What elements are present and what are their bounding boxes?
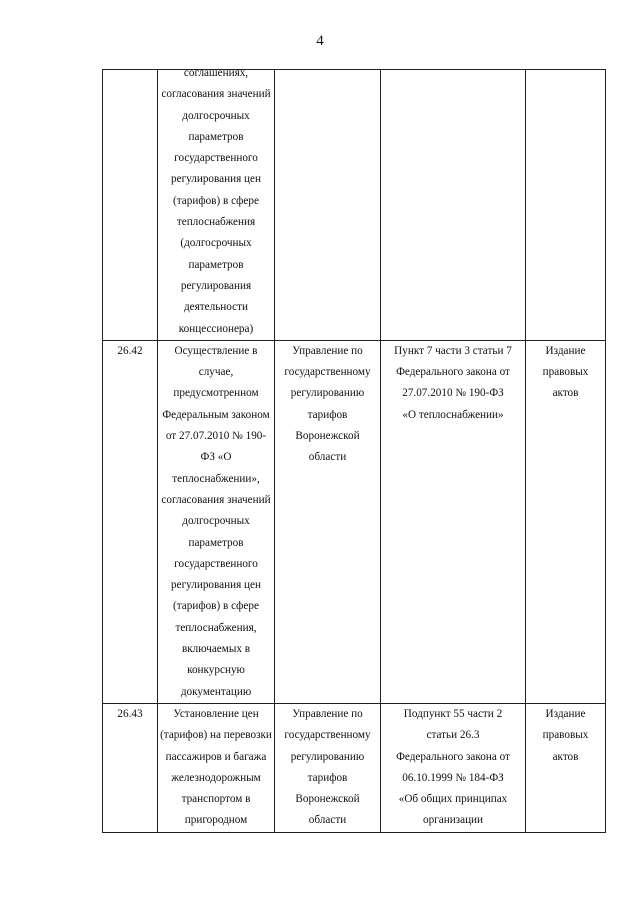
function-name (159, 341, 273, 703)
function-name (159, 63, 273, 340)
table-row (103, 340, 606, 703)
text-line: концессионера) (178, 322, 254, 335)
text-line: 27.07.2010 № 190-ФЗ (402, 387, 504, 400)
function-name (159, 704, 273, 832)
text-line: актов (552, 750, 579, 763)
text-line: Издание (545, 707, 586, 720)
text-line: Установление цен (173, 707, 259, 720)
text-line: Управление по (292, 707, 363, 720)
text-line: актов (552, 387, 579, 400)
text-line: случае, (198, 366, 234, 379)
text-line: Пункт 7 части 3 статьи 7 (394, 344, 512, 357)
text-line: (долгосрочных (180, 237, 252, 250)
form (527, 341, 604, 405)
text-line: пассажиров и багажа (165, 750, 267, 763)
form-cell (526, 70, 606, 341)
row-number: 26.42 (103, 340, 158, 703)
text-line: Воронежской (295, 793, 360, 806)
text-line: согласования значений (161, 493, 271, 506)
text-line: железнодорожным (171, 771, 261, 784)
text-line: долгосрочных (182, 109, 250, 122)
text-line: государственного (174, 557, 258, 570)
text-line: документацию (180, 685, 252, 698)
function-name-cell (158, 703, 275, 832)
text-line: теплоснабжения (176, 216, 256, 229)
text-line: Федеральным законом (162, 408, 270, 421)
text-line: правовых (542, 366, 589, 379)
legal-basis-cell (381, 340, 526, 703)
text-line: правовых (542, 729, 589, 742)
text-line: Осуществление в (174, 344, 258, 357)
text-line: статьи 26.3 (426, 729, 480, 742)
legal-basis (382, 341, 524, 426)
text-line: (тарифов) на перевозки (160, 729, 272, 742)
text-line: регулированию (290, 750, 365, 763)
form-cell (526, 703, 606, 832)
text-line: деятельности (183, 301, 249, 314)
authority (276, 341, 379, 469)
authority (276, 704, 379, 832)
legal-basis-cell (381, 70, 526, 341)
function-name-cell (158, 340, 275, 703)
text-line: регулирования (180, 279, 252, 292)
text-line: параметров (188, 258, 244, 271)
form (527, 704, 604, 768)
row-number (103, 70, 158, 341)
text-line: включаемых в (181, 643, 251, 656)
text-line: ФЗ «О (200, 451, 232, 464)
text-line: Подпункт 55 части 2 (403, 707, 503, 720)
text-line: регулирования цен (171, 579, 261, 592)
text-line: конкурсную (187, 664, 245, 677)
text-line: параметров (188, 130, 244, 143)
legal-basis (382, 704, 524, 832)
text-line: «Об общих принципах (398, 793, 508, 806)
text-line: параметров (188, 536, 244, 549)
text-line: государственного (174, 152, 258, 165)
text-line: 06.10.1999 № 184-ФЗ (402, 771, 504, 784)
text-line: пригородном (184, 814, 248, 827)
legal-basis-cell (381, 703, 526, 832)
page-number: 4 (316, 33, 324, 49)
text-line: области (308, 451, 347, 464)
text-line: Издание (545, 344, 586, 357)
text-line: долгосрочных (182, 515, 250, 528)
text-line: Воронежской (295, 430, 360, 443)
regulatory-table (102, 69, 606, 833)
authority-cell (275, 340, 381, 703)
table-row (103, 70, 606, 341)
text-line: согласования значений (161, 88, 271, 101)
text-line: соглашениях, (183, 67, 249, 79)
text-line: Федерального закона от (396, 750, 510, 763)
text-line: Управление по (292, 344, 363, 357)
text-line: транспортом в (181, 793, 251, 806)
text-line: тарифов (307, 408, 348, 421)
text-line: предусмотренном (173, 387, 259, 400)
table-row (103, 703, 606, 832)
text-line: теплоснабжении», (172, 472, 260, 485)
text-line: государственному (284, 729, 371, 742)
text-line: государственному (284, 366, 371, 379)
text-line: тарифов (307, 771, 348, 784)
text-line: (тарифов) в сфере (173, 194, 259, 207)
form-cell (526, 340, 606, 703)
authority-cell (275, 703, 381, 832)
text-line: от 27.07.2010 № 190- (165, 430, 267, 443)
text-line: теплоснабжения, (175, 621, 257, 634)
row-number: 26.43 (103, 703, 158, 832)
text-line: Федерального закона от (396, 366, 510, 379)
function-name-cell (158, 67, 275, 341)
authority-cell (275, 70, 381, 341)
text-line: регулирования цен (171, 173, 261, 186)
text-line: регулированию (290, 387, 365, 400)
text-line: (тарифов) в сфере (173, 600, 259, 613)
text-line: «О теплоснабжении» (402, 408, 504, 421)
text-line: области (308, 814, 347, 827)
text-line: организации (422, 814, 484, 827)
